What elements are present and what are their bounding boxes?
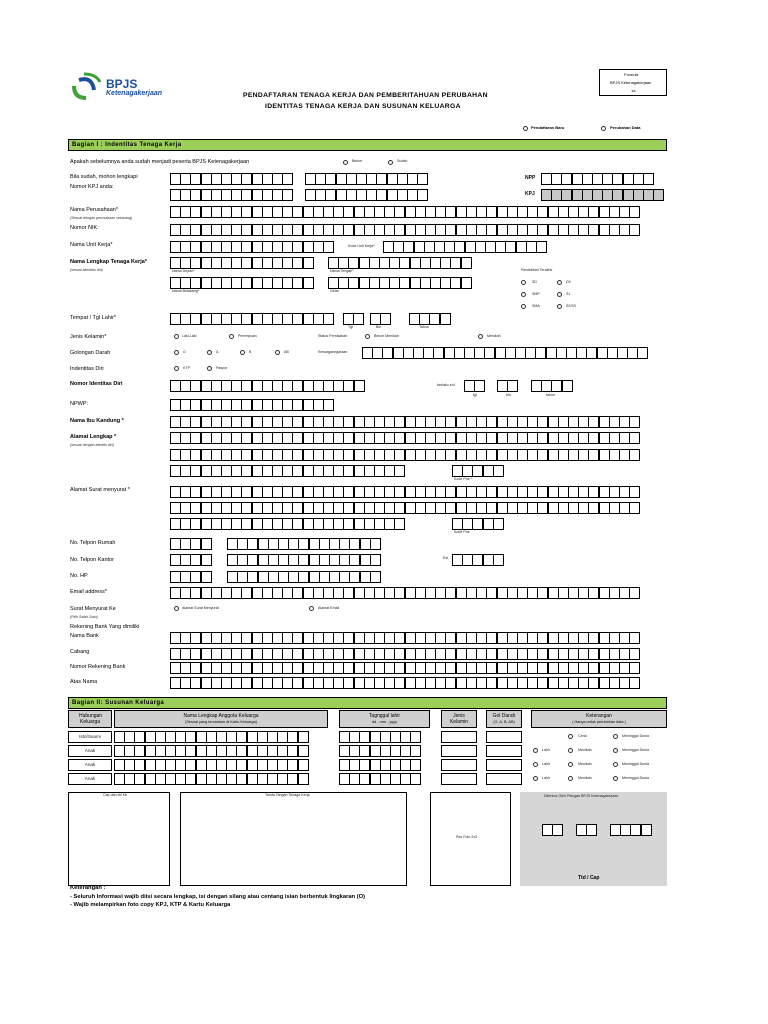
radio-data-change[interactable] [601,126,606,131]
radio-single[interactable] [365,334,370,339]
family-relation-label: Anak [84,748,96,753]
radio-deceased-child[interactable] [613,748,618,753]
radio-edu-sma[interactable] [521,304,526,309]
radio-born[interactable] [533,748,538,753]
char-cell[interactable] [323,241,334,253]
char-cell[interactable] [282,173,293,185]
radio-born[interactable] [533,776,538,781]
label-phone-office: No. Telpon Kantor [70,557,114,563]
radio-deceased[interactable] [613,734,618,739]
char-cell[interactable] [201,538,212,550]
radio-deceased-child[interactable] [613,776,618,781]
acc-no-input[interactable] [170,662,639,674]
form-code-line1: Formulir [624,72,639,77]
label-unit: Nama Unit Kerja* [70,242,113,248]
label-last-name: Nama Belakang* [172,289,199,293]
label-gender: Jenis Kelamin* [70,334,107,340]
address-line3-input[interactable] [170,465,405,477]
char-cell[interactable] [394,465,405,477]
char-cell[interactable] [552,824,563,836]
char-cell[interactable] [629,677,640,689]
header-blood-text: Gol Darah [492,713,516,719]
char-cell[interactable] [370,554,381,566]
family-gender-input[interactable] [441,745,477,757]
radio-edu-s2[interactable] [557,304,562,309]
birth-place-input[interactable] [170,313,333,325]
radio-blood-b[interactable] [240,350,245,355]
char-cell[interactable] [303,257,314,269]
label-mail-opt2: Alamat Email [318,606,340,610]
char-cell[interactable] [641,824,652,836]
form-code-box [599,69,667,96]
char-cell[interactable] [380,313,391,325]
postal-input[interactable] [452,465,503,477]
family-blood-input[interactable] [486,773,522,785]
label-company: Nama Perusahaan* [70,207,119,213]
mail-address-line2-input[interactable] [170,502,639,514]
char-cell[interactable] [440,313,451,325]
label-unit-code: Kode Unit Kerja* [348,244,375,248]
family-row-relation [68,745,112,757]
radio-belum[interactable] [343,160,348,165]
char-cell[interactable] [643,173,654,185]
char-cell[interactable] [629,648,640,660]
label-acc-no: Nomor Rekening Bank [70,664,126,670]
char-cell[interactable] [562,380,573,392]
family-gender-input[interactable] [441,773,477,785]
label-deceased-child: Meninggal Dunia [622,776,649,780]
header-dob [339,710,430,728]
logo-mark-icon [70,72,104,100]
label-valid-until: berlaku s/d [437,383,455,387]
char-cell[interactable] [370,538,381,550]
family-row-relation [68,773,112,785]
header-relation [68,710,112,728]
label-yyyy: Tahun [419,325,429,329]
char-cell[interactable] [298,745,309,757]
bpjs-logo [70,72,190,102]
radio-born[interactable] [533,762,538,767]
char-cell[interactable] [417,173,428,185]
kpj-input-b1[interactable] [170,189,292,201]
family-name-input[interactable] [114,731,308,743]
nik-input[interactable] [170,224,639,236]
label-blood-a: A [216,350,219,354]
header-blood [486,710,522,728]
char-cell[interactable] [536,241,547,253]
label-birth: Tempat / Tgl Lahir* [70,315,117,321]
label-marital: Status Pernikahan [318,334,348,338]
label-postal: Kode Pos * [454,477,472,481]
label-phone-home: No. Telpon Rumah [70,540,116,546]
label-mail-opt1: Alamat Surat Menyurat [182,606,219,610]
first-name-input[interactable] [170,257,313,269]
char-cell[interactable] [282,189,293,201]
label-valid-day: tgl [473,393,477,397]
label-kpj-l1: Bila sudah, mohon lengkapi [70,174,138,180]
label-born: Lahir [542,748,550,752]
kpj-input-a2[interactable] [305,173,427,185]
label-blood-ab: AB [284,350,289,354]
header-relation-text: Hubungan Keluarga [79,713,103,725]
label-blood-b: B [249,350,252,354]
label-data-change: Perubahan Data [610,125,641,130]
phone-office-area-input[interactable] [170,554,211,566]
label-postal2: Kode Pos [454,530,470,534]
kpj-input-a1[interactable] [170,173,292,185]
family-name-input[interactable] [114,745,308,757]
npwp-input[interactable] [170,399,333,411]
valid-day-input[interactable] [464,380,484,392]
officer-date-year[interactable] [610,824,651,833]
label-edu-d3: D3 [566,280,571,284]
radio-passport[interactable] [207,366,212,371]
char-cell[interactable] [629,416,640,428]
family-dob-input[interactable] [339,773,421,785]
radio-married-child[interactable] [568,748,573,753]
char-cell[interactable] [298,759,309,771]
family-relation-label: Anak [84,762,96,767]
unit-input[interactable] [170,241,333,253]
note-fullname: (sesuai identitas diri) [70,268,103,272]
citizen-input[interactable] [362,347,648,359]
family-blood-input[interactable] [486,745,522,757]
char-cell[interactable] [201,554,212,566]
form-code-line2: BPJS Ketenagakerjaan [610,80,652,85]
mother-input[interactable] [170,416,639,428]
radio-female[interactable] [229,334,234,339]
label-blood-o: O [183,350,186,354]
radio-married-child[interactable] [568,762,573,767]
radio-male[interactable] [174,334,179,339]
family-name-input[interactable] [114,759,308,771]
family-dob-input[interactable] [339,759,421,771]
family-row-relation [68,759,112,771]
label-npp: NPP [525,175,536,181]
mail-address-line1-input[interactable] [170,486,639,498]
label-member-question: Apakah sebelumnya anda sudah menjadi peserta BPJS Ketenagakerjaan [70,159,250,165]
label-edu-sma: SMA [532,304,540,308]
kpj-gray-input[interactable] [541,189,663,201]
header-name-note: (Sesuai yang tercantum di Kartu Keluarga) [185,720,257,724]
label-ktp: KTP [183,366,190,370]
label-mm: Bln [376,325,382,329]
char-cell[interactable] [410,745,421,757]
birth-day-input[interactable] [343,313,363,325]
note-company: (Sesuai dengan perusahaan sekarang) [70,216,133,220]
label-valid-month: bln [506,393,511,397]
family-gender-input[interactable] [441,759,477,771]
label-first-name: Nama Depan* [172,269,195,273]
label-acc-name: Atas Nama [70,679,98,685]
label-married-child: Menikah [578,776,592,780]
label-middle-name: Nama Tengah* [330,269,354,273]
char-cell[interactable] [461,257,472,269]
logo-subtext: Ketenagakerjaan [106,90,163,97]
section1-bar: Bagian I : Indentitas Tenaga Kerja [68,139,667,151]
char-cell[interactable] [394,518,405,530]
note-2: - Wajib melampirkan foto copy KPJ, KTP & Kartu Keluarga [70,902,231,908]
char-cell[interactable] [410,759,421,771]
label-address: Alamat Lengkap * [70,434,117,440]
family-gender-input[interactable] [441,731,477,743]
unit-code-input[interactable] [383,241,546,253]
char-cell[interactable] [507,380,518,392]
phone-home-input[interactable] [227,538,380,550]
char-cell[interactable] [629,502,640,514]
hp-input[interactable] [227,571,380,583]
label-married-child: Menikah [578,762,592,766]
label-npwp: NPWP: [70,401,89,407]
char-cell[interactable] [653,189,664,201]
officer-date-month[interactable] [576,824,596,833]
char-cell[interactable] [417,189,428,201]
label-edu-s2: S2/S3 [566,304,576,308]
header-dob-text: Tagnggal lahir [368,713,401,719]
signature-box [180,792,407,886]
header-notes-sub: ( Hanya untuk perubahan data ) [572,720,626,724]
family-row-relation [68,731,112,743]
label-deceased-child: Meninggal Dunia [622,748,649,752]
npp-input[interactable] [541,173,653,185]
label-kpj: KPJ [525,191,535,197]
header-blood-note: (O, A, B, AB) [493,720,515,724]
radio-deceased-child[interactable] [613,762,618,767]
header-notes [531,710,667,728]
form-title-line1: PENDAFTARAN TENAGA KERJA DAN PEMBERITAHUAN PERUBAHAN [243,92,488,99]
label-divorced: Cerai [578,734,587,738]
officer-label: Diterima Oleh Petugas BPJS Ketenagakerjaan [544,794,619,798]
char-cell[interactable] [629,587,640,599]
radio-blood-o[interactable] [174,350,179,355]
note-mail-to: (Pilih Salah Satu) [70,615,98,619]
char-cell[interactable] [298,731,309,743]
mail-address-line3-input[interactable] [170,518,405,530]
phone-home-area-input[interactable] [170,538,211,550]
label-fullname: Nama Lengkap Tenaga Kerja* [70,259,147,265]
label-female: Perempuan [238,334,257,338]
label-education: Pendidikan Terakhir [521,268,553,272]
radio-blood-ab[interactable] [275,350,280,355]
middle-name-input[interactable] [328,257,471,269]
char-cell[interactable] [629,486,640,498]
radio-mail-email[interactable] [309,606,314,611]
form-title-line2: IDENTITAS TENAGA KERJA DAN SUSUNAN KELUARGA [265,103,461,110]
label-deceased-child: Meninggal Dunia [622,762,649,766]
photo-box [430,792,511,886]
title-name-input[interactable] [328,277,471,289]
label-mother: Nama Ibu Kandung * [70,418,124,424]
label-male: Laki-Laki [182,334,197,338]
note-1: - Seluruh Informasi wajib diisi secara lengkap, isi dengan silang atau centang isian berbentuk lingkaran (O) [70,894,366,900]
label-edu-smp: SMP [532,292,540,296]
char-cell[interactable] [493,518,504,530]
section2-bar: Bagian II: Susunan Keluarga [68,697,667,709]
label-born: Lahir [542,762,550,766]
birth-year-input[interactable] [409,313,450,325]
hp-area-input[interactable] [170,571,211,583]
officer-sign-label: Ttd / Cap [578,875,600,881]
radio-married[interactable] [478,334,483,339]
branch-input[interactable] [170,648,639,660]
char-cell[interactable] [323,399,334,411]
label-edu-sd: SD [532,280,537,284]
label-bank-heading: Rekening Bank Yang dimiliki [70,624,140,630]
acc-name-input[interactable] [170,677,639,689]
char-cell[interactable] [353,313,364,325]
family-blood-input[interactable] [486,731,522,743]
header-gender-text: Jenis Kelamin [449,713,469,725]
char-cell[interactable] [323,313,334,325]
radio-edu-d3[interactable] [557,280,562,285]
char-cell[interactable] [410,731,421,743]
header-gender [441,710,477,728]
char-cell[interactable] [629,662,640,674]
radio-ktp[interactable] [174,366,179,371]
label-sudah: Sudah [397,159,408,163]
address-line1-input[interactable] [170,432,639,444]
label-dd: Tgl [348,325,353,329]
label-mail-to: Surat Menyurat Ke [70,606,116,612]
radio-married-child[interactable] [568,776,573,781]
label-married: Menikah [487,334,501,338]
photo-label: Pas Foto 2x3 [456,835,478,839]
company-input[interactable] [170,206,639,218]
radio-divorced[interactable] [568,734,573,739]
header-name-text: Nama Lengkap Anggota Keluarga [183,713,259,719]
radio-mail-address[interactable] [174,606,179,611]
label-nik: Nomor NIK: [70,225,99,231]
label-mail-address: Alamat Surat menyurat * [70,487,130,493]
char-cell[interactable] [201,571,212,583]
char-cell[interactable] [493,465,504,477]
label-belum: Belum [352,159,363,163]
radio-blood-a[interactable] [207,350,212,355]
birth-month-input[interactable] [370,313,390,325]
char-cell[interactable] [370,571,381,583]
label-citizen: Kewarganegaraan [318,350,348,354]
char-cell[interactable] [629,632,640,644]
label-branch: Cabang [70,649,90,655]
family-relation-label: Istri/Suami [79,734,101,739]
radio-edu-s1[interactable] [557,292,562,297]
radio-new-registration[interactable] [523,126,528,131]
stamp-label: Cap dan ttd Ktr [103,793,128,797]
family-relation-label: Anak [84,776,96,781]
label-email: Email address* [70,589,107,595]
last-name-input[interactable] [170,277,313,289]
family-name-input[interactable] [114,773,308,785]
family-blood-input[interactable] [486,759,522,771]
label-married-child: Menikah [578,748,592,752]
label-kpj-l2: Nomor KPJ anda: [70,184,114,190]
label-id-type: Indentitas Diri [70,366,104,372]
char-cell[interactable] [629,449,640,461]
email-input[interactable] [170,587,639,599]
label-bank-name: Nama Bank [70,633,99,639]
char-cell[interactable] [629,224,640,236]
char-cell[interactable] [474,380,485,392]
postal2-input[interactable] [452,518,503,530]
valid-year-input[interactable] [531,380,572,392]
logo-text: BPJS [106,77,138,91]
valid-month-input[interactable] [497,380,517,392]
address-line2-input[interactable] [170,449,639,461]
radio-edu-smp[interactable] [521,292,526,297]
bank-name-input[interactable] [170,632,639,644]
note-address: (sesuai dengan identits diri) [70,443,114,447]
char-cell[interactable] [354,380,365,392]
header-name [114,710,328,728]
label-passport: Paspor [216,366,228,370]
radio-edu-sd[interactable] [521,280,526,285]
char-cell[interactable] [410,773,421,785]
char-cell[interactable] [298,773,309,785]
notes-title: Keterangan : [70,885,106,891]
label-hp: No. HP [70,573,88,579]
officer-box [520,792,667,886]
family-dob-input[interactable] [339,731,421,743]
char-cell[interactable] [303,277,314,289]
radio-sudah[interactable] [388,160,393,165]
stamp-box [68,792,170,886]
header-notes-text: Keterangan [586,713,612,719]
label-born: Lahir [542,776,550,780]
label-single: Belum Menikah [374,334,399,338]
label-valid-year: tahun [546,393,555,397]
label-deceased: Meninggal Dunia [622,734,649,738]
char-cell[interactable] [493,554,504,566]
form-code-line3: 1a [631,88,636,93]
char-cell[interactable] [629,206,640,218]
family-dob-input[interactable] [339,745,421,757]
phone-office-input[interactable] [227,554,380,566]
header-dob-note: dd - mm - yyyy [372,720,397,724]
label-ext: Ext [443,556,449,560]
id-number-input[interactable] [170,380,364,392]
kpj-input-b2[interactable] [305,189,427,201]
label-id-number: Nomor Identitas Diri [70,381,123,387]
char-cell[interactable] [637,347,648,359]
label-blood: Golongan Darah [70,350,111,356]
signature-label: Tanda Tangan Tenaga Kerja [265,793,310,797]
char-cell[interactable] [629,432,640,444]
ext-input[interactable] [452,554,503,566]
char-cell[interactable] [586,824,597,836]
officer-date-day[interactable] [542,824,562,833]
char-cell[interactable] [461,277,472,289]
label-edu-s1: S1 [566,292,571,296]
label-title-name: Gelar [330,289,339,293]
label-new-registration: Pendaftaran Baru [531,125,565,130]
